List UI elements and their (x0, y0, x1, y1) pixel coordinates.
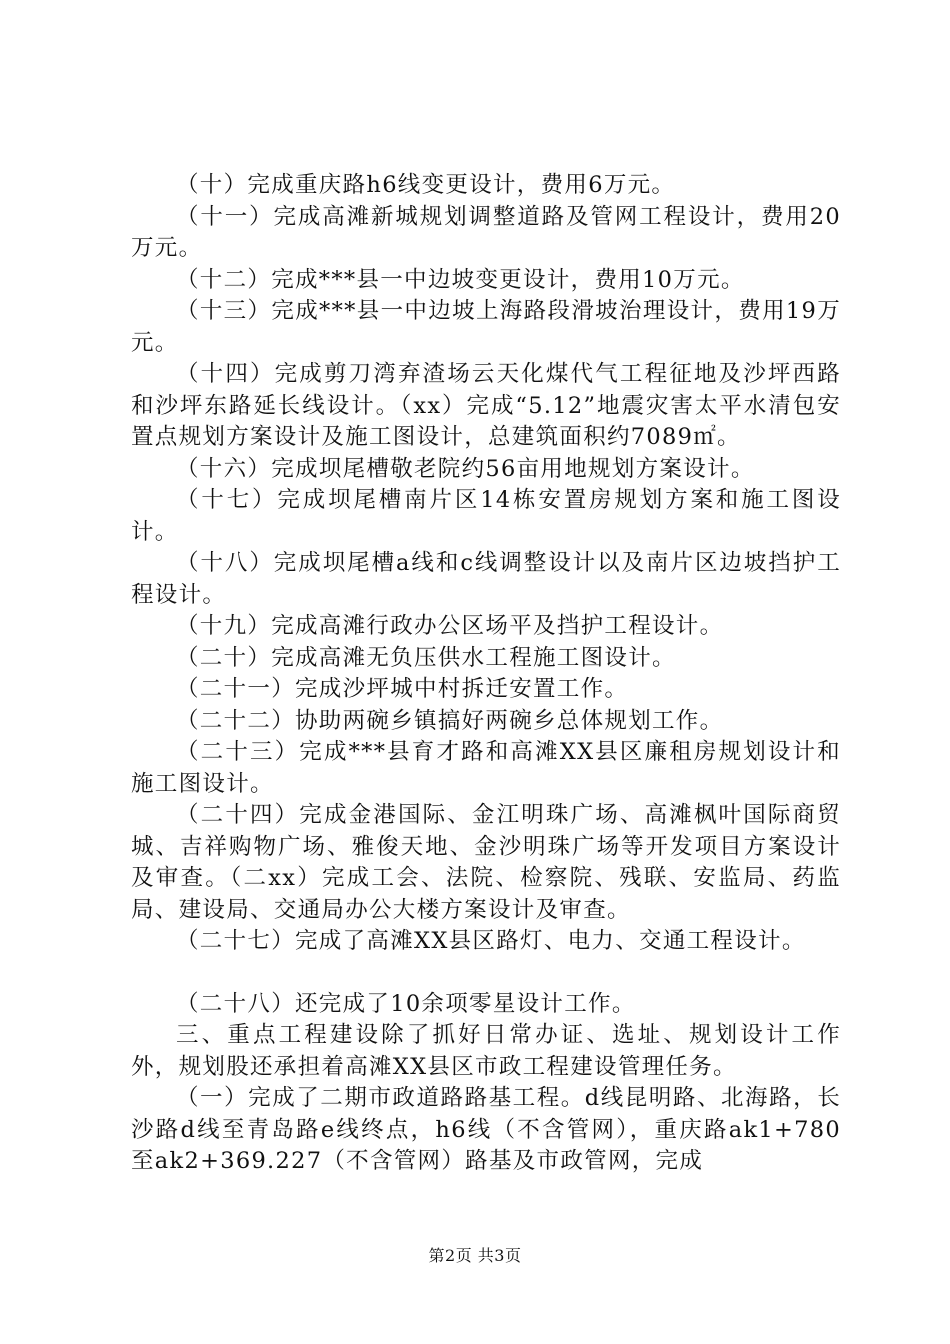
paragraph-item-19: （十九）完成高滩行政办公区场平及挡护工程设计。 (176, 613, 724, 639)
paragraph-item-14: （十四）完成剪刀湾弃渣场云天化煤代气工程征地及沙坪西路和沙坪东路延长线设计。（xx）完成“5.12”地震灾害太平水清包安置点规划方案设计及施工图设计，总建筑面积约7089㎡。 (131, 361, 841, 450)
paragraph-item-13: （十三）完成***县一中边坡上海路段滑坡治理设计，费用19万元。 (131, 298, 841, 356)
paragraph-item-16: （十六）完成坝尾槽敬老院约56亩用地规划方案设计。 (176, 455, 755, 482)
paragraph-item-24: （二十四）完成金港国际、金江明珠广场、高滩枫叶国际商贸城、吉祥购物广场、雅俊天地、金沙明珠广场等开发项目方案设计及审查。（二xx）完成工会、法院、检察院、残联、安监局、药监局、建设局、交通局办公大楼方案设计及审查。 (131, 802, 841, 923)
page-number-footer: 第2页 共3页 (428, 1246, 522, 1265)
paragraph-item-27: （二十七）完成了高滩XX县区路灯、电力、交通工程设计。 (176, 928, 806, 954)
paragraph-item-28: （二十八）还完成了10余项零星设计工作。 (176, 990, 636, 1017)
paragraph-item-22: （二十二）协助两碗乡镇搞好两碗乡总体规划工作。 (176, 707, 724, 734)
paragraph-item-18: （十八）完成坝尾槽a线和c线调整设计以及南片区边坡挡护工程设计。 (131, 550, 841, 608)
paragraph-item-23: （二十三）完成***县育才路和高滩XX县区廉租房规划设计和施工图设计。 (131, 739, 841, 797)
paragraph-item-12: （十二）完成***县一中边坡变更设计，费用10万元。 (176, 266, 745, 293)
paragraph-item-1: （一）完成了二期市政道路路基工程。d线昆明路、北海路，长沙路d线至青岛路e线终点，h6线（不含管网），重庆路ak1+780至ak2+369.227（不含管网）路基及市政管网，完成 (131, 1085, 841, 1174)
document-body (131, 170, 841, 1178)
paragraph-item-10: （十）完成重庆路h6线变更设计，费用6万元。 (176, 172, 676, 198)
paragraph-item-11: （十一）完成高滩新城规划调整道路及管网工程设计，费用20万元。 (131, 203, 841, 261)
paragraph-item-17: （十七）完成坝尾槽南片区14栋安置房规划方案和施工图设计。 (131, 487, 841, 545)
paragraph-item-20: （二十）完成高滩无负压供水工程施工图设计。 (176, 644, 676, 671)
paragraph-item-21: （二十一）完成沙坪城中村拆迁安置工作。 (176, 676, 629, 702)
section-heading-paragraph: 三、重点工程建设除了抓好日常办证、选址、规划设计工作外，规划股还承担着高滩XX县区市政工程建设管理任务。 (131, 1022, 841, 1080)
